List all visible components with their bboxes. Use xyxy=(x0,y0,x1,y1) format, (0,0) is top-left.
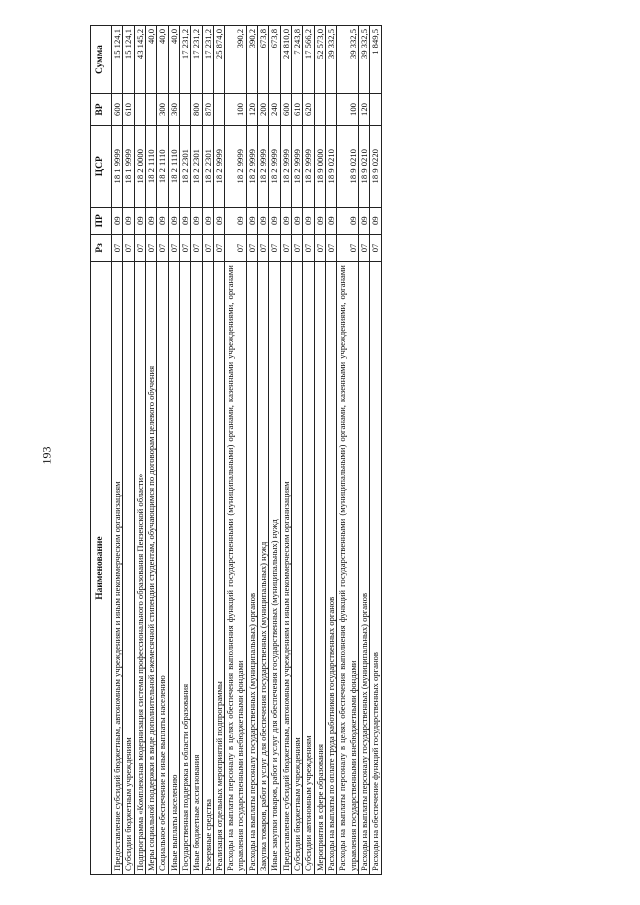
table-row xyxy=(123,26,134,875)
cell-rz: 07 xyxy=(325,234,336,261)
cell-sum: 1 849,5 xyxy=(370,26,381,94)
cell-name: Меры социальной поддержки в виде дополнительной ежемесячной стипендии студентам, обучающимся по договорам целевого обучения xyxy=(145,262,156,875)
cell-pr: 09 xyxy=(123,207,134,234)
cell-vr: 360 xyxy=(168,94,179,126)
cell-csr: 18 2 1110 xyxy=(157,125,168,207)
cell-vr: 100 xyxy=(225,94,247,126)
cell-pr: 09 xyxy=(145,207,156,234)
cell-pr: 09 xyxy=(112,207,123,234)
table-row xyxy=(280,26,291,875)
cell-sum: 40,0 xyxy=(168,26,179,94)
cell-vr: 620 xyxy=(303,94,314,126)
table-row xyxy=(112,26,123,875)
cell-sum: 17 231,2 xyxy=(202,26,213,94)
cell-name: Субсидии бюджетным учреждениям xyxy=(123,262,134,875)
cell-pr: 09 xyxy=(202,207,213,234)
cell-pr: 09 xyxy=(258,207,269,234)
cell-name: Иные выплаты населению xyxy=(168,262,179,875)
cell-vr xyxy=(370,94,381,126)
cell-sum: 39 332,5 xyxy=(337,26,359,94)
cell-sum: 17 566,2 xyxy=(303,26,314,94)
rotated-table-container xyxy=(90,25,550,875)
cell-pr: 09 xyxy=(213,207,224,234)
cell-csr: 18 2 9999 xyxy=(292,125,303,207)
cell-rz: 07 xyxy=(303,234,314,261)
cell-vr xyxy=(134,94,145,126)
cell-rz: 07 xyxy=(213,234,224,261)
cell-csr: 18 1 9999 xyxy=(112,125,123,207)
cell-name: Социальное обеспечение и иные выплаты населению xyxy=(157,262,168,875)
cell-sum: 43 145,2 xyxy=(134,26,145,94)
cell-name: Реализация отдельных мероприятий подпрограммы xyxy=(213,262,224,875)
cell-rz: 07 xyxy=(370,234,381,261)
cell-name: Расходы на выплаты по оплате труда работников государственных органов xyxy=(325,262,336,875)
cell-csr: 18 2 2301 xyxy=(179,125,190,207)
cell-pr: 09 xyxy=(292,207,303,234)
cell-vr xyxy=(179,94,190,126)
table-row xyxy=(337,26,359,875)
cell-rz: 07 xyxy=(225,234,247,261)
cell-name: Мероприятия в сфере образования xyxy=(314,262,325,875)
cell-csr: 18 9 0000 xyxy=(314,125,325,207)
cell-rz: 07 xyxy=(258,234,269,261)
cell-vr: 300 xyxy=(157,94,168,126)
cell-vr: 610 xyxy=(292,94,303,126)
table-row xyxy=(314,26,325,875)
cell-name: Государственная поддержка в области образования xyxy=(179,262,190,875)
cell-vr xyxy=(213,94,224,126)
cell-vr: 610 xyxy=(123,94,134,126)
cell-sum: 52 573,0 xyxy=(314,26,325,94)
cell-vr: 870 xyxy=(202,94,213,126)
cell-name: Закупка товаров, работ и услуг для обеспечения государственных (муниципальных) нужд xyxy=(258,262,269,875)
cell-rz: 07 xyxy=(168,234,179,261)
cell-rz: 07 xyxy=(246,234,257,261)
header-rz: Рз xyxy=(91,234,112,261)
table-row xyxy=(213,26,224,875)
cell-pr: 09 xyxy=(225,207,247,234)
cell-pr: 09 xyxy=(157,207,168,234)
cell-csr: 18 2 9999 xyxy=(225,125,247,207)
cell-vr xyxy=(145,94,156,126)
cell-csr: 18 2 9999 xyxy=(258,125,269,207)
cell-vr: 120 xyxy=(246,94,257,126)
cell-vr: 600 xyxy=(112,94,123,126)
cell-csr: 18 2 1110 xyxy=(145,125,156,207)
cell-pr: 09 xyxy=(314,207,325,234)
table-header-row xyxy=(91,26,112,875)
cell-sum: 39 332,5 xyxy=(325,26,336,94)
header-name: Наименование xyxy=(91,262,112,875)
cell-pr: 09 xyxy=(246,207,257,234)
cell-pr: 09 xyxy=(303,207,314,234)
cell-csr: 18 1 9999 xyxy=(123,125,134,207)
cell-name: Субсидии автономным учреждениям xyxy=(303,262,314,875)
header-csr: ЦСР xyxy=(91,125,112,207)
cell-vr xyxy=(314,94,325,126)
table-row xyxy=(246,26,257,875)
cell-vr: 120 xyxy=(358,94,369,126)
cell-pr: 09 xyxy=(280,207,291,234)
cell-vr: 240 xyxy=(269,94,280,126)
cell-sum: 15 124,1 xyxy=(112,26,123,94)
cell-sum: 15 124,1 xyxy=(123,26,134,94)
cell-pr: 09 xyxy=(325,207,336,234)
table-row xyxy=(202,26,213,875)
table-row xyxy=(269,26,280,875)
header-sum: Сумма xyxy=(91,26,112,94)
page-number: 193 xyxy=(39,446,54,465)
cell-name: Предоставление субсидий бюджетным, автономным учреждениям и иным некоммерческим организациям xyxy=(112,262,123,875)
cell-sum: 673,8 xyxy=(258,26,269,94)
cell-name: Расходы на выплаты персоналу государственных (муниципальных) органов xyxy=(246,262,257,875)
header-pr: ПР xyxy=(91,207,112,234)
cell-name: Расходы на выплаты персоналу государственных (муниципальных) органов xyxy=(358,262,369,875)
cell-rz: 07 xyxy=(337,234,359,261)
budget-table xyxy=(90,25,382,875)
cell-csr: 18 2 1110 xyxy=(168,125,179,207)
table-body xyxy=(112,26,382,875)
table-row xyxy=(370,26,381,875)
header-vr: ВР xyxy=(91,94,112,126)
table-row xyxy=(325,26,336,875)
cell-pr: 09 xyxy=(370,207,381,234)
cell-sum: 17 231,2 xyxy=(191,26,202,94)
cell-rz: 07 xyxy=(123,234,134,261)
cell-csr: 18 2 2301 xyxy=(191,125,202,207)
cell-rz: 07 xyxy=(112,234,123,261)
cell-sum: 25 874,0 xyxy=(213,26,224,94)
cell-name: Расходы на выплаты персоналу в целях обеспечения выполнения функций государственными (муниципальными) органами, казенными учреждениями, органами управления государственными внебюджетными фондами xyxy=(337,262,359,875)
cell-sum: 40,0 xyxy=(157,26,168,94)
cell-rz: 07 xyxy=(314,234,325,261)
cell-name: Подпрограмма «Комплексная модернизация системы профессионального образования Пензенской области» xyxy=(134,262,145,875)
cell-pr: 09 xyxy=(191,207,202,234)
cell-csr: 18 2 9999 xyxy=(269,125,280,207)
cell-pr: 09 xyxy=(168,207,179,234)
cell-csr: 18 9 0220 xyxy=(370,125,381,207)
cell-vr: 200 xyxy=(258,94,269,126)
cell-sum: 24 810,0 xyxy=(280,26,291,94)
cell-rz: 07 xyxy=(179,234,190,261)
cell-sum: 673,8 xyxy=(269,26,280,94)
table-row xyxy=(168,26,179,875)
cell-vr: 800 xyxy=(191,94,202,126)
cell-rz: 07 xyxy=(191,234,202,261)
cell-vr: 100 xyxy=(337,94,359,126)
table-row xyxy=(145,26,156,875)
cell-pr: 09 xyxy=(179,207,190,234)
cell-pr: 09 xyxy=(337,207,359,234)
cell-csr: 18 2 0000 xyxy=(134,125,145,207)
cell-sum: 390,2 xyxy=(246,26,257,94)
table-row xyxy=(179,26,190,875)
cell-rz: 07 xyxy=(292,234,303,261)
cell-name: Иные бюджетные ассигнования xyxy=(191,262,202,875)
cell-csr: 18 9 0210 xyxy=(358,125,369,207)
table-row xyxy=(303,26,314,875)
cell-pr: 09 xyxy=(358,207,369,234)
cell-name: Субсидии бюджетным учреждениям xyxy=(292,262,303,875)
table-row xyxy=(292,26,303,875)
cell-vr xyxy=(325,94,336,126)
cell-csr: 18 2 9999 xyxy=(303,125,314,207)
cell-name: Расходы на выплаты персоналу в целях обеспечения выполнения функций государственными (муниципальными) органами, казенными учреждениями, органами управления государственными внебюджетными фондами xyxy=(225,262,247,875)
cell-csr: 18 2 9999 xyxy=(246,125,257,207)
cell-csr: 18 2 9999 xyxy=(213,125,224,207)
cell-pr: 09 xyxy=(134,207,145,234)
cell-rz: 07 xyxy=(202,234,213,261)
table-row xyxy=(258,26,269,875)
cell-rz: 07 xyxy=(134,234,145,261)
cell-csr: 18 2 9999 xyxy=(280,125,291,207)
cell-sum: 40,0 xyxy=(145,26,156,94)
cell-csr: 18 9 0210 xyxy=(337,125,359,207)
cell-vr: 600 xyxy=(280,94,291,126)
cell-csr: 18 9 0210 xyxy=(325,125,336,207)
table-row xyxy=(134,26,145,875)
cell-sum: 17 231,2 xyxy=(179,26,190,94)
table-row xyxy=(358,26,369,875)
cell-name: Расходы на обеспечение функций государственных органов xyxy=(370,262,381,875)
cell-rz: 07 xyxy=(269,234,280,261)
cell-csr: 18 2 2301 xyxy=(202,125,213,207)
cell-sum: 39 332,5 xyxy=(358,26,369,94)
cell-sum: 7 243,8 xyxy=(292,26,303,94)
table-row xyxy=(225,26,247,875)
cell-rz: 07 xyxy=(157,234,168,261)
cell-name: Резервные средства xyxy=(202,262,213,875)
cell-pr: 09 xyxy=(269,207,280,234)
cell-sum: 390,2 xyxy=(225,26,247,94)
table-row xyxy=(191,26,202,875)
cell-name: Предоставление субсидий бюджетным, автономным учреждениям и иным некоммерческим организациям xyxy=(280,262,291,875)
table-row xyxy=(157,26,168,875)
cell-name: Иные закупки товаров, работ и услуг для обеспечения государственных (муниципальных) нужд xyxy=(269,262,280,875)
cell-rz: 07 xyxy=(358,234,369,261)
cell-rz: 07 xyxy=(145,234,156,261)
cell-rz: 07 xyxy=(280,234,291,261)
